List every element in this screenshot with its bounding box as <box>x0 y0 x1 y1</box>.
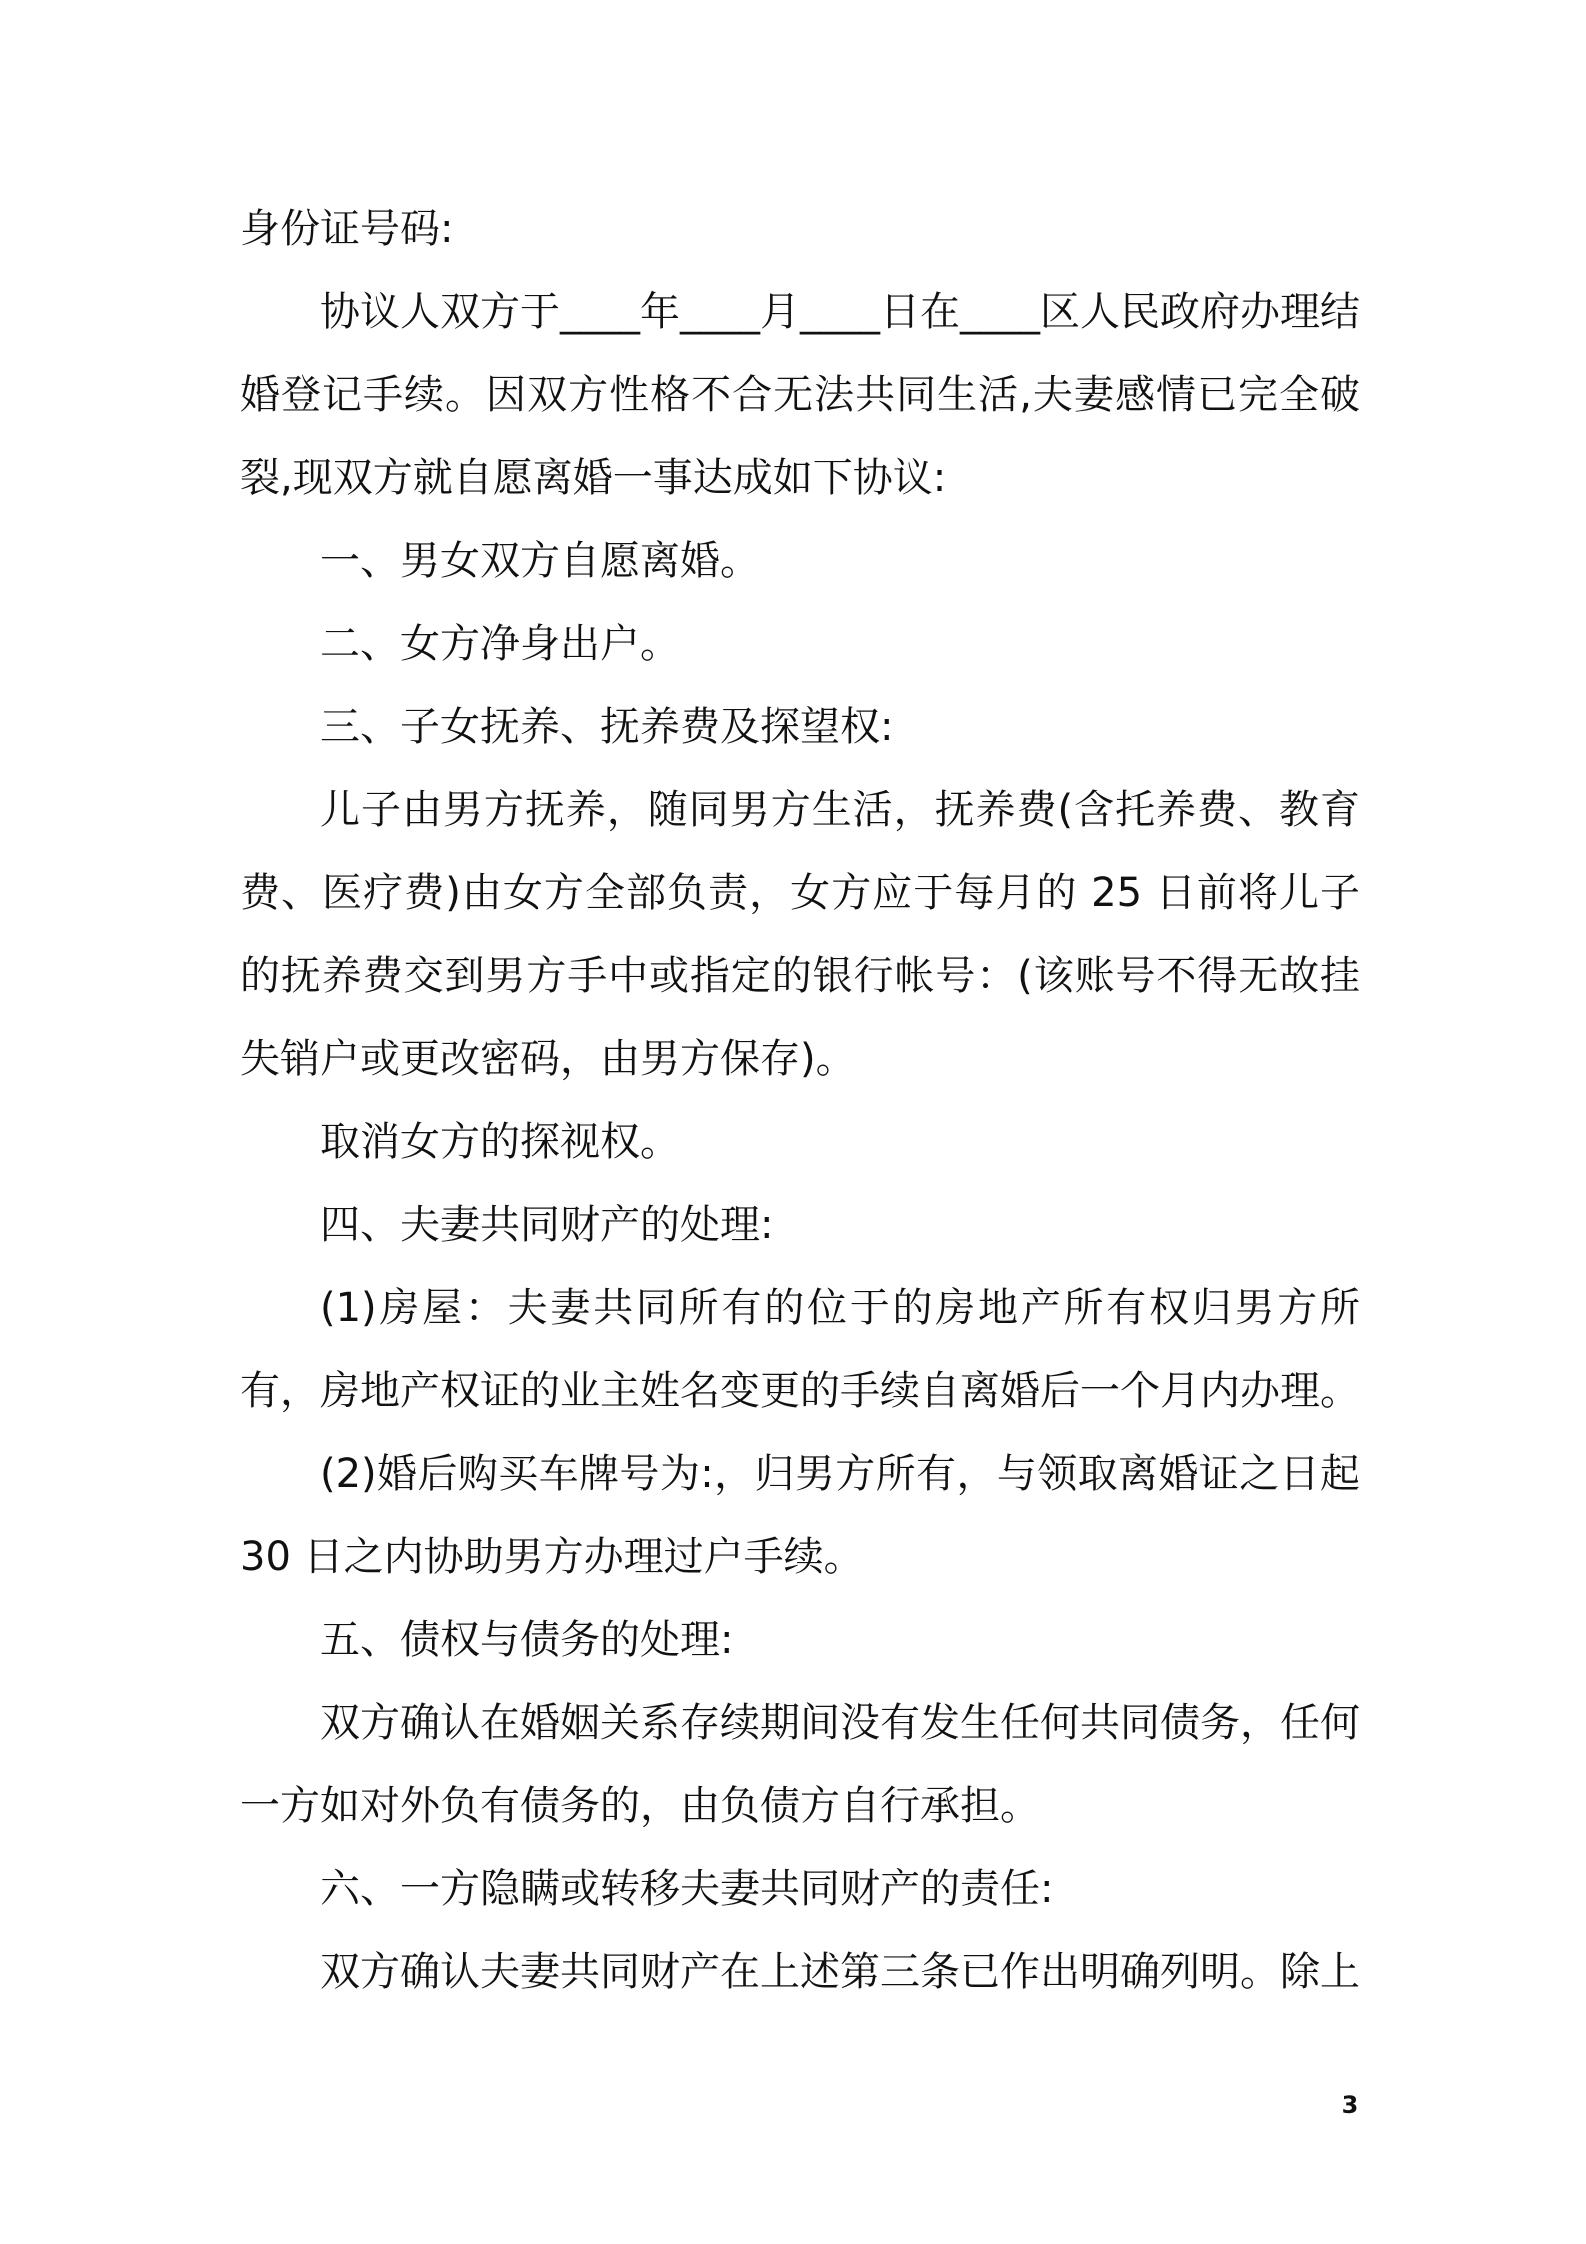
clause-1-heading: 一、男女双方自愿离婚。 <box>320 538 760 584</box>
paragraph-visitation: 取消女方的探视权。 <box>320 1119 680 1165</box>
paragraph-car: (2)婚后购买车牌号为:，归男方所有，与领取离婚证之日起 30 日之内协助男方办理过户手续。 <box>240 1451 1360 1580</box>
paragraph-house: (1)房屋：夫妻共同所有的位于的房地产所有权归男方所有，房地产权证的业主姓名变更的手续自离婚后一个月内办理。 <box>240 1285 1360 1414</box>
paragraph-child-support: 儿子由男方抚养，随同男方生活，抚养费(含托养费、教育费、医疗费)由女方全部负责，女方应于每月的 25 日前将儿子的抚养费交到男方手中或指定的银行帐号：(该账号不得无故挂失销户或更改密码，由男方保存)。 <box>240 787 1360 1082</box>
clause-3-heading: 三、子女抚养、抚养费及探望权: <box>320 704 894 750</box>
paragraph-debts: 双方确认在婚姻关系存续期间没有发生任何共同债务，任何一方如对外负有债务的，由负债方自行承担。 <box>240 1700 1360 1829</box>
clause-5-heading: 五、债权与债务的处理: <box>320 1617 734 1663</box>
page-number: 3 <box>1341 2091 1359 2119</box>
clause-2-heading: 二、女方净身出户。 <box>320 621 680 667</box>
clause-4-heading: 四、夫妻共同财产的处理: <box>320 1202 774 1248</box>
clause-6-heading: 六、一方隐瞒或转移夫妻共同财产的责任: <box>320 1866 1054 1912</box>
paragraph-id-number: 身份证号码: <box>240 206 454 252</box>
document-body <box>240 188 1360 2014</box>
paragraph-property-confirmation: 双方确认夫妻共同财产在上述第三条已作出明确列明。除上 <box>320 1949 1360 1995</box>
paragraph-marriage-registration: 协议人双方于____年____月____日在____区人民政府办理结婚登记手续。因双方性格不合无法共同生活,夫妻感情已完全破裂,现双方就自愿离婚一事达成如下协议: <box>240 289 1360 501</box>
